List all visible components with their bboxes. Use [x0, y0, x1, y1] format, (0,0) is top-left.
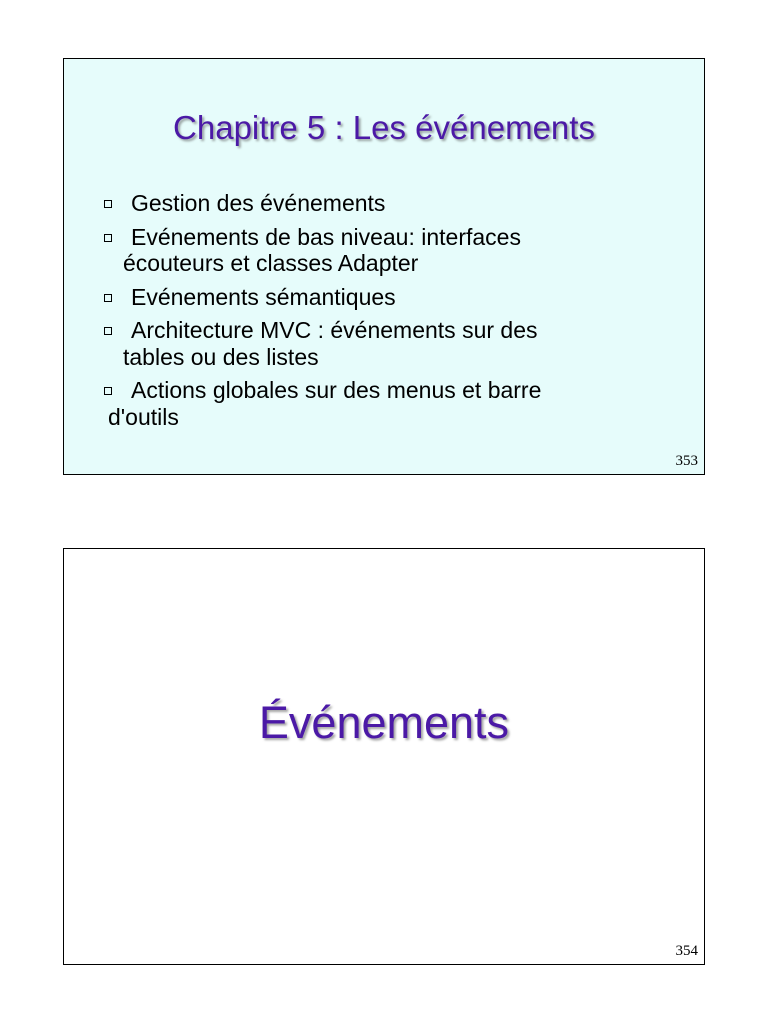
- bullet-list: [102, 190, 692, 437]
- list-item: [102, 377, 692, 430]
- page-number: 353: [675, 453, 698, 469]
- square-bullet-icon: [104, 327, 112, 335]
- slide-354: [63, 548, 705, 965]
- bullet-text: Evénements sémantiques: [131, 283, 396, 310]
- list-item: [102, 284, 692, 311]
- slide-title: Événements: [258, 697, 510, 748]
- list-item: [102, 224, 692, 277]
- slide-title: Chapitre 5 : Les événements: [173, 109, 595, 146]
- square-bullet-icon: [104, 200, 112, 208]
- bullet-text: Evénements de bas niveau: interfaces: [131, 223, 521, 250]
- square-bullet-icon: [104, 234, 112, 242]
- list-item: [102, 190, 692, 217]
- bullet-text: Architecture MVC : événements sur des: [131, 317, 538, 343]
- bullet-text-continuation: d'outils: [108, 403, 179, 430]
- square-bullet-icon: [104, 387, 112, 395]
- square-bullet-icon: [104, 294, 112, 302]
- slide-353: [63, 58, 705, 475]
- bullet-text-continuation: écouteurs et classes Adapter: [123, 250, 419, 276]
- bullet-text: Gestion des événements: [131, 190, 386, 216]
- list-item: [102, 317, 692, 370]
- bullet-text-continuation: tables ou des listes: [123, 343, 319, 370]
- bullet-text: Actions globales sur des menus et barre: [131, 377, 542, 403]
- page-number: 354: [675, 943, 698, 959]
